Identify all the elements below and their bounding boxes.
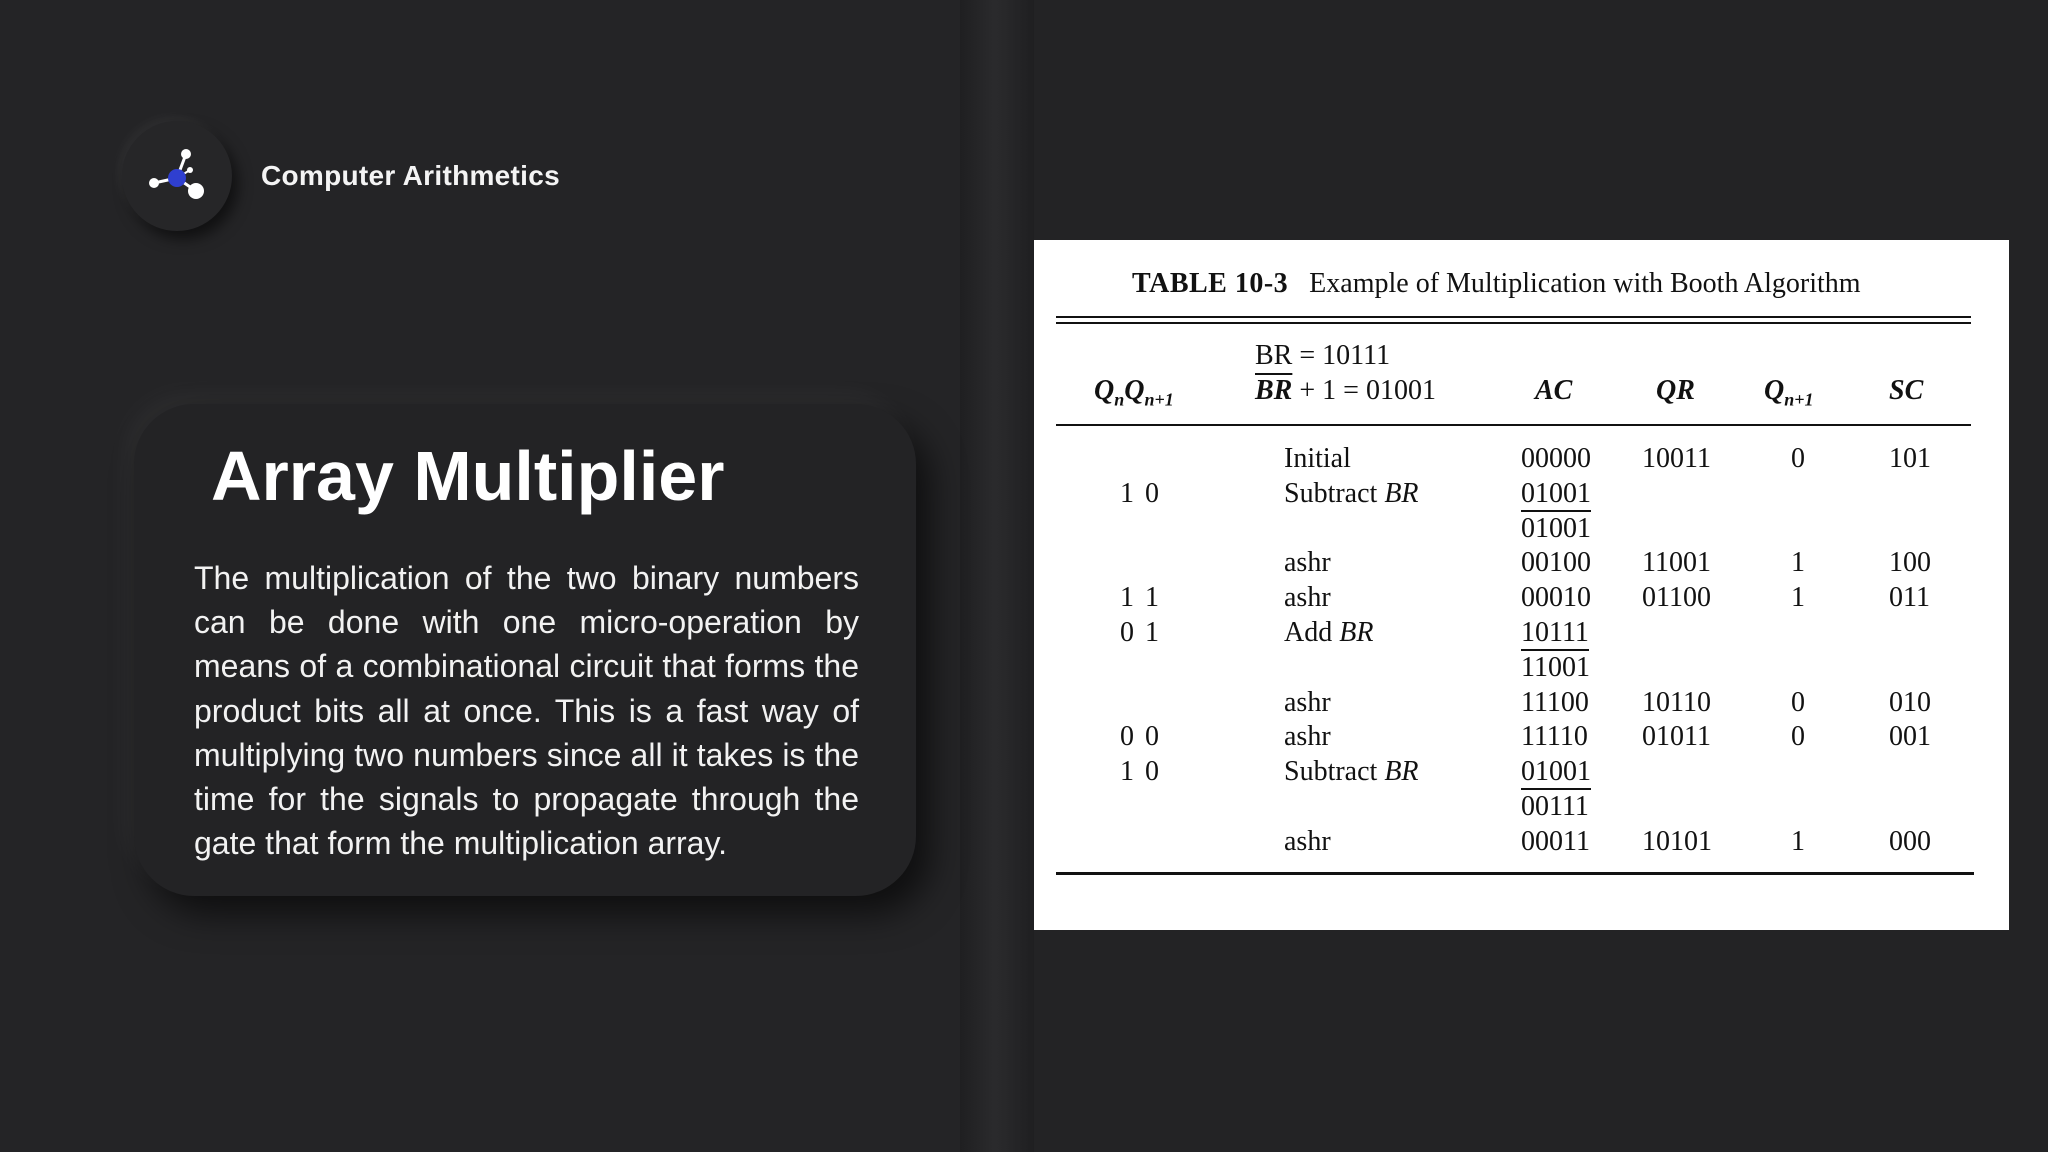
header-br: BR = 10111 bbox=[1255, 340, 1391, 371]
table-cell-ac: 00011 bbox=[1521, 825, 1590, 857]
table-caption bbox=[1132, 268, 1861, 300]
table-cell-sc: 100 bbox=[1889, 547, 1931, 579]
header-qn-qn1: $Q_nQ_{n+1}$ bbox=[1094, 375, 1174, 410]
table-cell-q: 0 0 bbox=[1120, 721, 1161, 753]
header-qn1: $Q_{n+1}$ bbox=[1764, 375, 1814, 410]
table-cell-qn1: 0 bbox=[1791, 443, 1805, 474]
table-cell-qn1: 0 bbox=[1791, 721, 1805, 753]
table-cell-ac: 00100 bbox=[1521, 547, 1591, 579]
table-cell-ac: 00010 bbox=[1521, 582, 1591, 614]
table-cell-sc: 000 bbox=[1889, 825, 1931, 857]
logo-badge bbox=[122, 121, 232, 231]
header-ac: AC bbox=[1535, 375, 1573, 406]
table-cell-qn1: 0 bbox=[1791, 686, 1805, 718]
booth-algorithm-table bbox=[1034, 240, 2009, 930]
table-cell-qn1: 1 bbox=[1791, 547, 1805, 579]
card-title: Array Multiplier bbox=[211, 437, 725, 515]
brand-name: Computer Arithmetics bbox=[261, 160, 561, 191]
table-cell-op: Initial bbox=[1284, 443, 1351, 474]
panel-divider bbox=[960, 0, 1034, 1152]
table-cell-sc: 101 bbox=[1889, 443, 1931, 474]
header-rule bbox=[1056, 424, 1971, 426]
table-cell-qr: 01100 bbox=[1642, 582, 1711, 614]
table-cell-ac: 00000 bbox=[1521, 443, 1591, 474]
table-cell-op: ashr bbox=[1284, 686, 1331, 718]
table-cell-q: 1 0 bbox=[1120, 756, 1161, 788]
table-cell-qr: 11001 bbox=[1642, 547, 1711, 579]
table-cell-ac: 11110 bbox=[1521, 721, 1588, 753]
table-cell-ac: 01001 bbox=[1521, 512, 1591, 544]
table-cell-op: Subtract BR bbox=[1284, 477, 1419, 509]
table-cell-ac: 01001 bbox=[1521, 478, 1591, 512]
table-cell-qr: 10101 bbox=[1642, 825, 1712, 857]
table-cell-ac: 00111 bbox=[1521, 791, 1589, 822]
table-cell-q: 0 1 bbox=[1120, 617, 1161, 648]
table-cell-qr: 10110 bbox=[1642, 686, 1711, 718]
table-cell-op: ashr bbox=[1284, 582, 1331, 614]
table-cell-q: 1 0 bbox=[1120, 477, 1161, 509]
table-cell-op: ashr bbox=[1284, 825, 1331, 857]
header-qr: QR bbox=[1656, 375, 1695, 406]
table-cell-op: ashr bbox=[1284, 721, 1331, 753]
table-cell-ac: 11001 bbox=[1521, 651, 1590, 683]
table-cell-sc: 011 bbox=[1889, 582, 1930, 614]
table-caption-text: Example of Multiplication with Booth Algorithm bbox=[1309, 268, 1861, 299]
bottom-rule bbox=[1056, 872, 1974, 875]
table-cell-ac: 01001 bbox=[1521, 756, 1591, 790]
table-cell-ac: 10111 bbox=[1521, 617, 1589, 651]
table-cell-qn1: 1 bbox=[1791, 582, 1805, 614]
header-sc: SC bbox=[1889, 375, 1924, 406]
table-cell-sc: 001 bbox=[1889, 721, 1931, 753]
table-cell-ac: 11100 bbox=[1521, 686, 1589, 718]
table-caption-label: TABLE 10-3 bbox=[1132, 268, 1289, 299]
header-br-complement: $\overline{BR} + 1 = 01001$ bbox=[1255, 375, 1436, 406]
table-cell-op: ashr bbox=[1284, 547, 1331, 579]
table-cell-q: 1 1 bbox=[1120, 582, 1161, 614]
table-cell-sc: 010 bbox=[1889, 686, 1931, 718]
top-double-rule-2 bbox=[1056, 322, 1971, 324]
table-cell-qr: 01011 bbox=[1642, 721, 1711, 753]
top-double-rule-1 bbox=[1056, 316, 1971, 318]
card-body: The multiplication of the two binary numbers can be done with one micro-operation by means of a combinational circuit that forms the product bits all at once. This is a fast way of multiplying two numbers since all it takes is the time for the signals to propagate through the gate that form the multiplication array. bbox=[194, 560, 859, 862]
molecule-icon bbox=[142, 141, 212, 211]
table-cell-op: Subtract BR bbox=[1284, 756, 1419, 788]
table-cell-op: Add BR bbox=[1284, 617, 1374, 648]
table-cell-qr: 10011 bbox=[1642, 443, 1711, 474]
table-cell-qn1: 1 bbox=[1791, 825, 1805, 857]
